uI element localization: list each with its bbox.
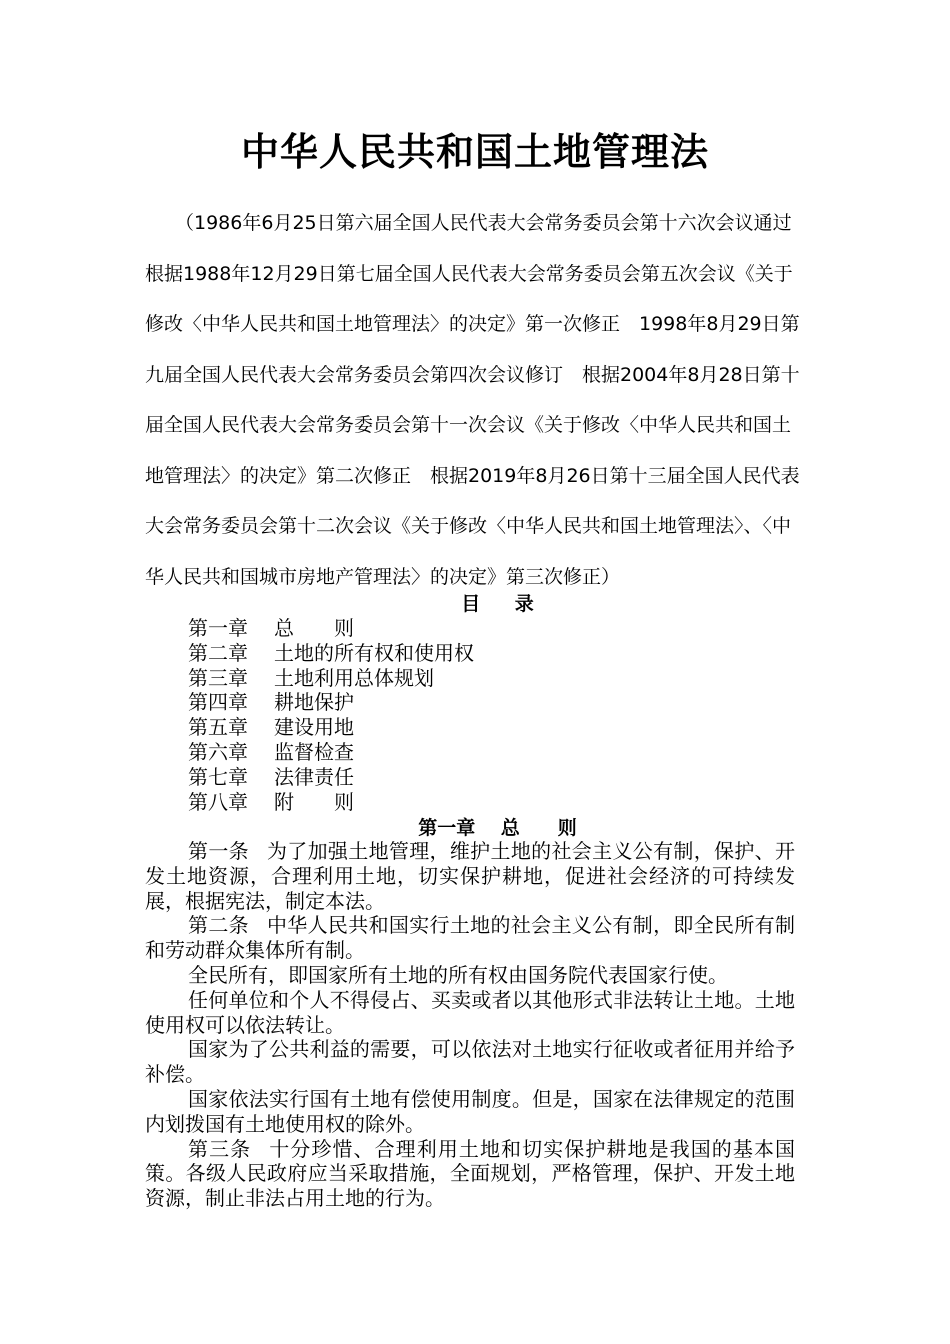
toc-item (188, 616, 474, 641)
toc-chapter-title: 总 则 (274, 616, 354, 640)
article-label: 第三条 (188, 1136, 252, 1161)
article-paragraph (145, 839, 795, 913)
article-label: 第一条 (188, 839, 249, 863)
toc-chapter-number: 第二章 (188, 640, 248, 665)
article-paragraph (145, 1087, 795, 1137)
article-text: 中华人民共和国实行土地的社会主义公有制，即全民所有制和劳动群众集体所有制。 (145, 913, 796, 963)
article-paragraph (145, 1037, 795, 1087)
toc-item (188, 740, 474, 765)
toc-chapter-number: 第五章 (188, 715, 248, 740)
table-of-contents (188, 616, 474, 814)
article-text: 任何单位和个人不得侵占、买卖或者以其他形式非法转让土地。土地使用权可以依法转让。 (145, 987, 795, 1037)
article-text: 国家依法实行国有土地有偿使用制度。但是，国家在法律规定的范围内划拨国有土地使用权的除外。 (145, 1086, 795, 1136)
article-text: 全民所有，即国家所有土地的所有权由国务院代表国家行使。 (188, 962, 728, 987)
toc-chapter-number: 第三章 (188, 665, 248, 690)
toc-chapter-title: 土地的所有权和使用权 (274, 640, 474, 665)
toc-item (188, 790, 474, 815)
chapter-body (145, 839, 795, 1211)
toc-chapter-number: 第八章 (188, 789, 248, 814)
toc-chapter-title: 附 则 (274, 789, 354, 814)
article-paragraph (145, 1137, 795, 1211)
document-title: 中华人民共和国土地管理法 (240, 130, 709, 174)
toc-item (188, 690, 474, 715)
toc-chapter-title: 耕地保护 (274, 690, 354, 715)
article-text: 为了加强土地管理，维护土地的社会主义公有制，保护、开发土地资源，合理利用土地，切实保护耕地，促进社会经济的可持续发展，根据宪法，制定本法。 (145, 839, 796, 913)
article-text: 国家为了公共利益的需要，可以依法对土地实行征收或者征用并给予补偿。 (145, 1037, 795, 1087)
article-paragraph (145, 913, 795, 963)
article-paragraph (145, 963, 795, 988)
toc-heading: 目 录 (461, 593, 534, 615)
article-label: 第二条 (188, 913, 249, 938)
toc-item (188, 641, 474, 666)
toc-chapter-title: 土地利用总体规划 (274, 665, 434, 690)
toc-chapter-title: 法律责任 (274, 764, 354, 789)
article-text: 十分珍惜、合理利用土地和切实保护耕地是我国的基本国策。各级人民政府应当采取措施，全面规划，严格管理，保护、开发土地资源，制止非法占用土地的行为。 (145, 1136, 796, 1211)
amendment-history: （1986年6月25日第六届全国人民代表大会常务委员会第十六次会议通过 根据1988年12月29日第七届全国人民代表大会常务委员会第五次会议《关于修改〈中华人民共和国土地管理法〉的决定》第一次修正 1998年8月29日第九届全国人民代表大会常务委员会第四次会议修订 根据2004年8月28日第十届全国人民代表大会常务委员会第十一次会议《关于修改〈中华人民共和国土地管理法〉的决定》第二次修正 根据2019年8月26日第十三届全国人民代表大会常务委员会第十二次会议《关于修改〈中华人民共和国土地管理法〉、〈中华人民共和国城市房地产管理法〉的决定》第三次修正） (145, 212, 811, 588)
toc-chapter-number: 第七章 (188, 764, 248, 789)
toc-chapter-number: 第四章 (188, 690, 248, 715)
toc-chapter-number: 第六章 (188, 739, 248, 764)
toc-chapter-title: 监督检查 (274, 739, 354, 764)
toc-chapter-number: 第一章 (188, 616, 248, 640)
toc-item (188, 666, 474, 691)
toc-item (188, 715, 474, 740)
article-paragraph (145, 988, 795, 1038)
toc-item (188, 765, 474, 790)
toc-chapter-title: 建设用地 (274, 715, 354, 740)
chapter-heading: 第一章 总 则 (418, 817, 577, 839)
